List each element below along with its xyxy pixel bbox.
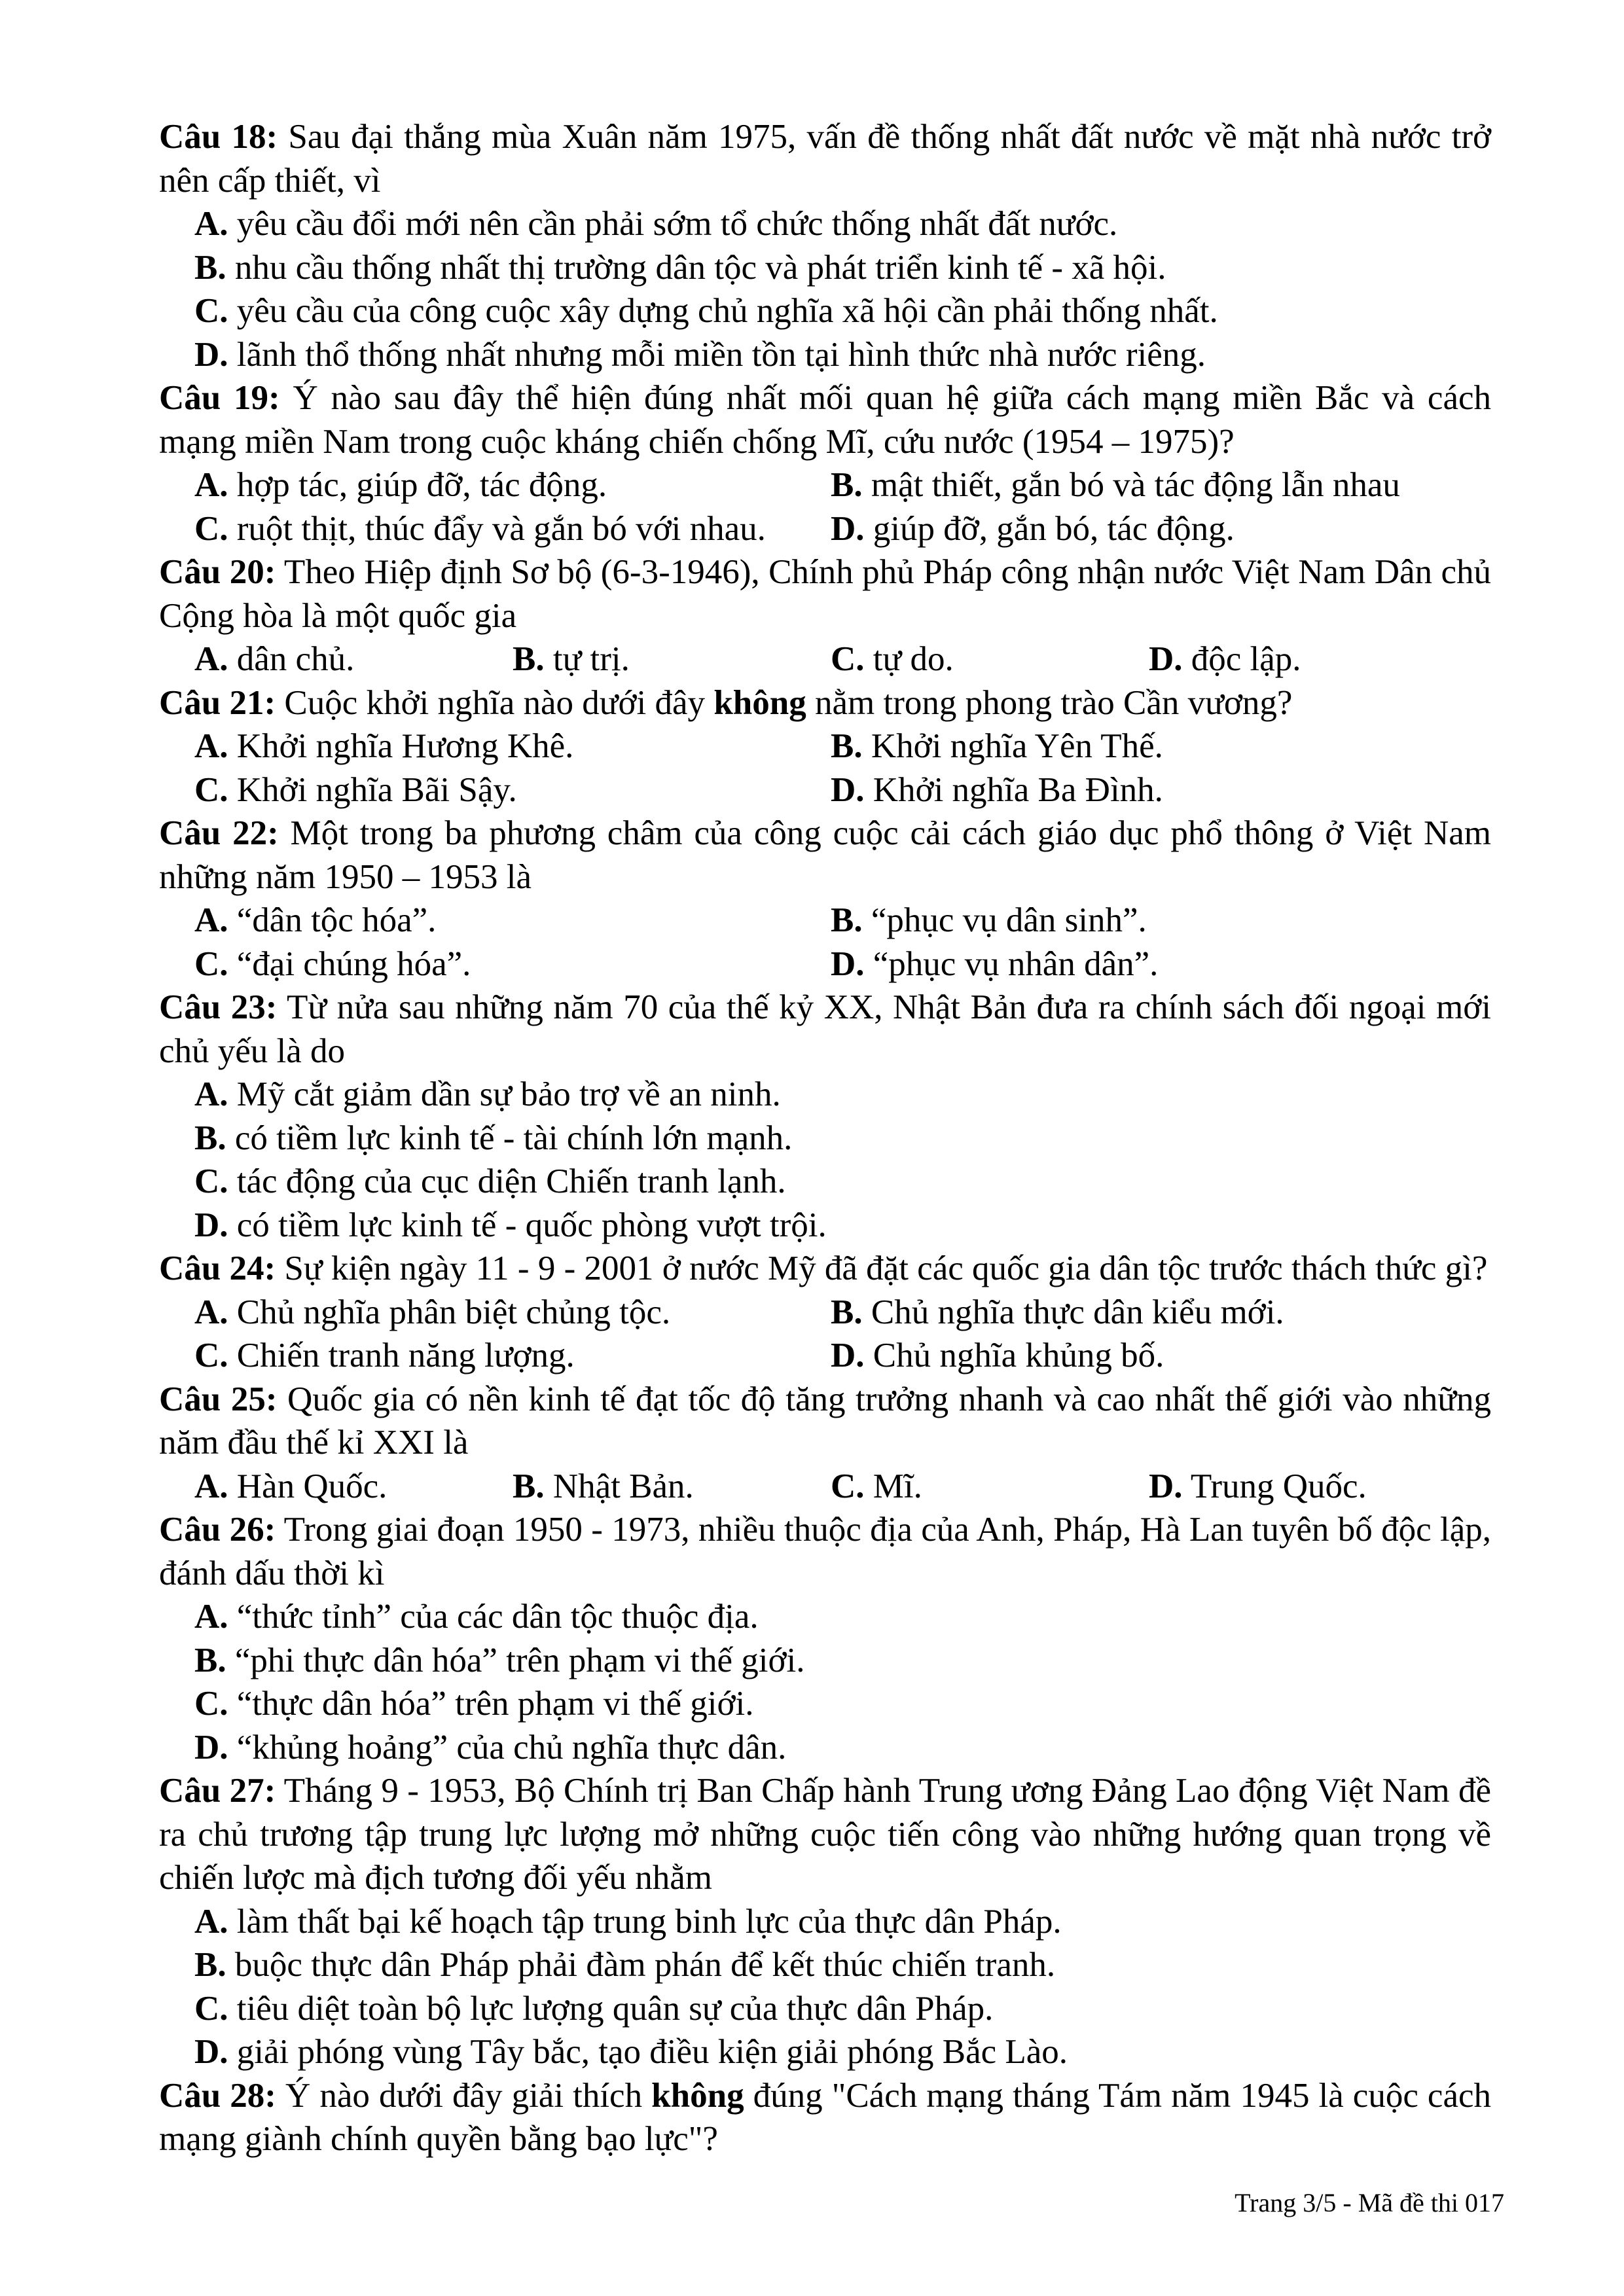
options-18: [194, 202, 1491, 376]
option-b: B. “phi thực dân hóa” trên phạm vi thế giới.: [194, 1641, 805, 1679]
option-a: A. làm thất bại kế hoạch tập trung binh lực của thực dân Pháp.: [194, 1902, 1062, 1941]
emphasis-khong: không: [651, 2076, 744, 2115]
question-label: Câu 18:: [159, 118, 278, 156]
options-26: [194, 1595, 1491, 1769]
question-19: [159, 376, 1491, 463]
option-c: C. tác động của cục diện Chiến tranh lạnh.: [194, 1162, 786, 1200]
question-23: [159, 986, 1491, 1073]
question-label: Câu 28:: [159, 2076, 276, 2115]
question-22: [159, 812, 1491, 899]
options-25: [194, 1465, 1491, 1509]
option-b: B. Nhật Bản.: [513, 1467, 694, 1505]
question-text: Sau đại thắng mùa Xuân năm 1975, vấn đề thống nhất đất nước về mặt nhà nước trở nên cấp thiết, vì: [159, 118, 1492, 200]
option-a: A. Mỹ cắt giảm dần sự bảo trợ về an ninh.: [194, 1075, 781, 1113]
question-label: Câu 25:: [159, 1380, 278, 1418]
question-24: [159, 1247, 1491, 1291]
option-c: C. yêu cầu của công cuộc xây dựng chủ nghĩa xã hội cần phải thống nhất.: [194, 292, 1218, 330]
question-label: Câu 27:: [159, 1772, 276, 1810]
options-21: [194, 725, 1491, 812]
question-26: [159, 1508, 1491, 1595]
question-25: [159, 1378, 1491, 1465]
option-a: A. yêu cầu đổi mới nên cần phải sớm tổ chức thống nhất đất nước.: [194, 205, 1118, 243]
option-c: C. Khởi nghĩa Bãi Sậy.: [194, 770, 517, 809]
question-text: Trong giai đoạn 1950 - 1973, nhiều thuộc địa của Anh, Pháp, Hà Lan tuyên bố độc lập, đánh dấu thời kì: [159, 1511, 1491, 1592]
question-text: Tháng 9 - 1953, Bộ Chính trị Ban Chấp hành Trung ương Đảng Lao động Việt Nam đề ra chủ trương tập trung lực lượng mở những cuộc tiến công vào những hướng quan trọng về chiến lược mà địch tương đối yếu nhằm: [159, 1772, 1492, 1897]
question-label: Câu 19:: [159, 379, 280, 417]
option-d: D. Chủ nghĩa khủng bố.: [831, 1336, 1164, 1374]
option-b: B. buộc thực dân Pháp phải đàm phán để kết thúc chiến tranh.: [194, 1946, 1056, 1984]
option-b: B. mật thiết, gắn bó và tác động lẫn nhau: [831, 466, 1400, 504]
option-a: A. “thức tỉnh” của các dân tộc thuộc địa.: [194, 1598, 759, 1636]
question-text: Từ nửa sau những năm 70 của thế kỷ XX, Nhật Bản đưa ra chính sách đối ngoại mới chủ yếu là do: [159, 988, 1492, 1070]
options-20: [194, 637, 1491, 681]
question-text: Ý nào dưới đây giải thích: [285, 2076, 652, 2115]
option-c: C. Mĩ.: [831, 1467, 922, 1505]
option-a: A. Chủ nghĩa phân biệt chủng tộc.: [194, 1293, 671, 1331]
option-c: C. “thực dân hóa” trên phạm vi thế giới.: [194, 1685, 754, 1723]
options-24: [194, 1291, 1491, 1378]
question-text: Cuộc khởi nghĩa nào dưới đây: [284, 683, 714, 722]
option-d: D. Khởi nghĩa Ba Đình.: [831, 770, 1163, 809]
question-18: [159, 115, 1491, 202]
option-d: D. “khủng hoảng” của chủ nghĩa thực dân.: [194, 1728, 787, 1767]
option-d: D. giải phóng vùng Tây bắc, tạo điều kiện giải phóng Bắc Lào.: [194, 2033, 1068, 2071]
option-a: A. hợp tác, giúp đỡ, tác động.: [194, 466, 607, 504]
option-b: B. “phục vụ dân sinh”.: [831, 901, 1147, 939]
question-27: [159, 1769, 1491, 1900]
option-d: D. độc lập.: [1149, 640, 1301, 678]
option-a: A. “dân tộc hóa”.: [194, 901, 437, 939]
question-label: Câu 24:: [159, 1249, 276, 1287]
option-c: C. “đại chúng hóa”.: [194, 944, 471, 983]
question-text-tail: nằm trong phong trào Cần vương?: [806, 683, 1293, 722]
option-c: C. tự do.: [831, 640, 954, 678]
question-text: Sự kiện ngày 11 - 9 - 2001 ở nước Mỹ đã đặt các quốc gia dân tộc trước thách thức gì?: [284, 1249, 1488, 1287]
question-text: Theo Hiệp định Sơ bộ (6-3-1946), Chính phủ Pháp công nhận nước Việt Nam Dân chủ Cộng hòa là một quốc gia: [159, 553, 1491, 635]
question-text: Ý nào sau đây thể hiện đúng nhất mối quan hệ giữa cách mạng miền Bắc và cách mạng miền Nam trong cuộc kháng chiến chống Mĩ, cứu nước (1954 – 1975)?: [159, 379, 1492, 461]
option-b: B. Khởi nghĩa Yên Thế.: [831, 727, 1163, 765]
question-label: Câu 22:: [159, 814, 279, 852]
question-label: Câu 23:: [159, 988, 278, 1026]
page-footer: Trang 3/5 - Mã đề thi 017: [1235, 2188, 1504, 2217]
question-text: Một trong ba phương châm của công cuộc cải cách giáo dục phổ thông ở Việt Nam những năm 1950 – 1953 là: [159, 814, 1491, 896]
option-b: B. Chủ nghĩa thực dân kiểu mới.: [831, 1293, 1284, 1331]
option-d: D. có tiềm lực kinh tế - quốc phòng vượt trội.: [194, 1206, 827, 1244]
exam-page: [159, 115, 1491, 2161]
question-20: [159, 550, 1491, 637]
option-d: D. “phục vụ nhân dân”.: [831, 944, 1159, 983]
option-b: B. tự trị.: [513, 640, 630, 678]
option-c: C. ruột thịt, thúc đẩy và gắn bó với nhau.: [194, 509, 766, 548]
option-a: A. Khởi nghĩa Hương Khê.: [194, 727, 574, 765]
option-b: B. có tiềm lực kinh tế - tài chính lớn mạnh.: [194, 1119, 793, 1157]
question-label: Câu 26:: [159, 1511, 276, 1549]
question-text: Quốc gia có nền kinh tế đạt tốc độ tăng trưởng nhanh và cao nhất thế giới vào những năm đầu thế kỉ XXI là: [159, 1380, 1492, 1462]
options-19: [194, 463, 1491, 550]
question-text-tail: đúng "Cách mạng tháng Tám năm 1945 là cuộc cách mạng giành chính quyền bằng bạo lực"?: [159, 2076, 1491, 2158]
options-27: [194, 1900, 1491, 2074]
question-label: Câu 21:: [159, 683, 276, 722]
emphasis-khong: không: [713, 683, 806, 722]
option-d: D. giúp đỡ, gắn bó, tác động.: [831, 509, 1235, 548]
option-b: B. nhu cầu thống nhất thị trường dân tộc và phát triển kinh tế - xã hội.: [194, 248, 1166, 287]
question-28: [159, 2074, 1491, 2161]
option-d: D. lãnh thổ thống nhất nhưng mỗi miền tồn tại hình thức nhà nước riêng.: [194, 335, 1206, 374]
option-c: C. tiêu diệt toàn bộ lực lượng quân sự của thực dân Pháp.: [194, 1989, 994, 2028]
option-a: A. Hàn Quốc.: [194, 1467, 388, 1505]
options-22: [194, 899, 1491, 986]
question-label: Câu 20:: [159, 553, 276, 591]
option-a: A. dân chủ.: [194, 640, 355, 678]
question-21: [159, 681, 1491, 725]
option-d: D. Trung Quốc.: [1149, 1467, 1367, 1505]
option-c: C. Chiến tranh năng lượng.: [194, 1336, 575, 1374]
options-23: [194, 1073, 1491, 1247]
